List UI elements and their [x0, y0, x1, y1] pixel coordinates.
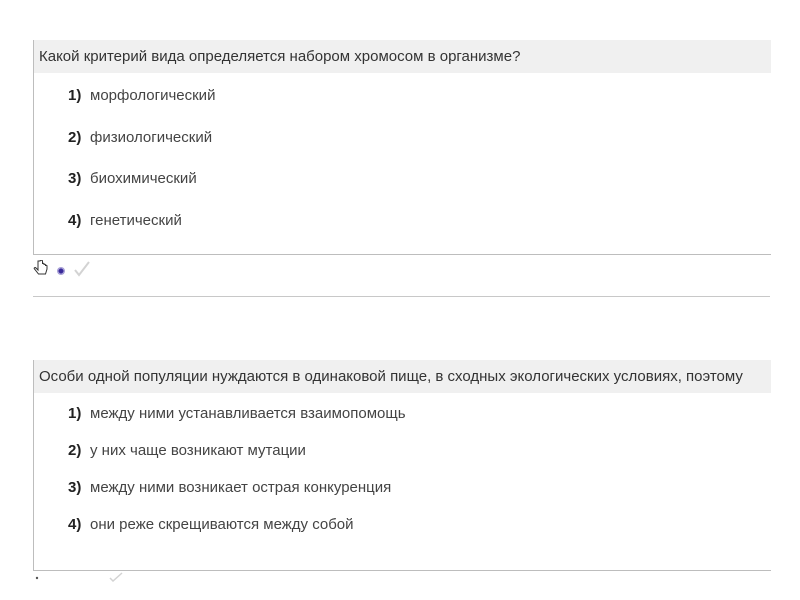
answer-option[interactable]: [68, 469, 771, 506]
hand-pointer-icon[interactable]: [33, 569, 41, 587]
option-number: 2): [68, 128, 82, 146]
answer-option[interactable]: [68, 117, 771, 159]
eye-icon[interactable]: [57, 267, 65, 275]
question-block-2: [33, 360, 771, 571]
option-number: 3): [68, 170, 82, 188]
option-number: 3): [68, 479, 82, 496]
option-number: 4): [68, 516, 82, 533]
option-number: 1): [68, 405, 82, 422]
option-text: между ними устанавливается взаимопомощь: [90, 405, 406, 422]
question-block-1: [33, 40, 771, 255]
option-text: физиологический: [90, 128, 213, 146]
answer-option[interactable]: [68, 158, 771, 200]
answer-option[interactable]: [68, 200, 771, 242]
option-text: они реже скрещиваются между собой: [90, 516, 354, 533]
option-number: 1): [68, 87, 82, 105]
answer-option[interactable]: [68, 75, 771, 117]
question-text: Особи одной популяции нуждаются в одинаковой пище, в сходных экологических условиях, поэтому: [34, 360, 771, 393]
option-number: 2): [68, 442, 82, 459]
answer-option[interactable]: [68, 432, 771, 469]
option-number: 4): [68, 211, 82, 229]
answer-option[interactable]: [68, 506, 771, 543]
divider: [33, 296, 770, 297]
answer-option[interactable]: [68, 395, 771, 432]
hand-pointer-icon[interactable]: [33, 260, 49, 283]
option-text: биохимический: [90, 170, 197, 188]
option-text: генетический: [90, 211, 182, 229]
checkmark-icon[interactable]: [73, 260, 91, 283]
answer-options: [34, 73, 771, 241]
question-text: Какой критерий вида определяется набором хромосом в организме?: [34, 40, 771, 73]
question-tools-2: [33, 572, 123, 584]
option-text: морфологический: [90, 87, 216, 105]
option-text: у них чаще возникают мутации: [90, 442, 306, 459]
answer-options: [34, 393, 771, 543]
question-tools-1: [33, 258, 91, 284]
checkmark-icon[interactable]: [109, 569, 123, 587]
option-text: между ними возникает острая конкуренция: [90, 479, 392, 496]
